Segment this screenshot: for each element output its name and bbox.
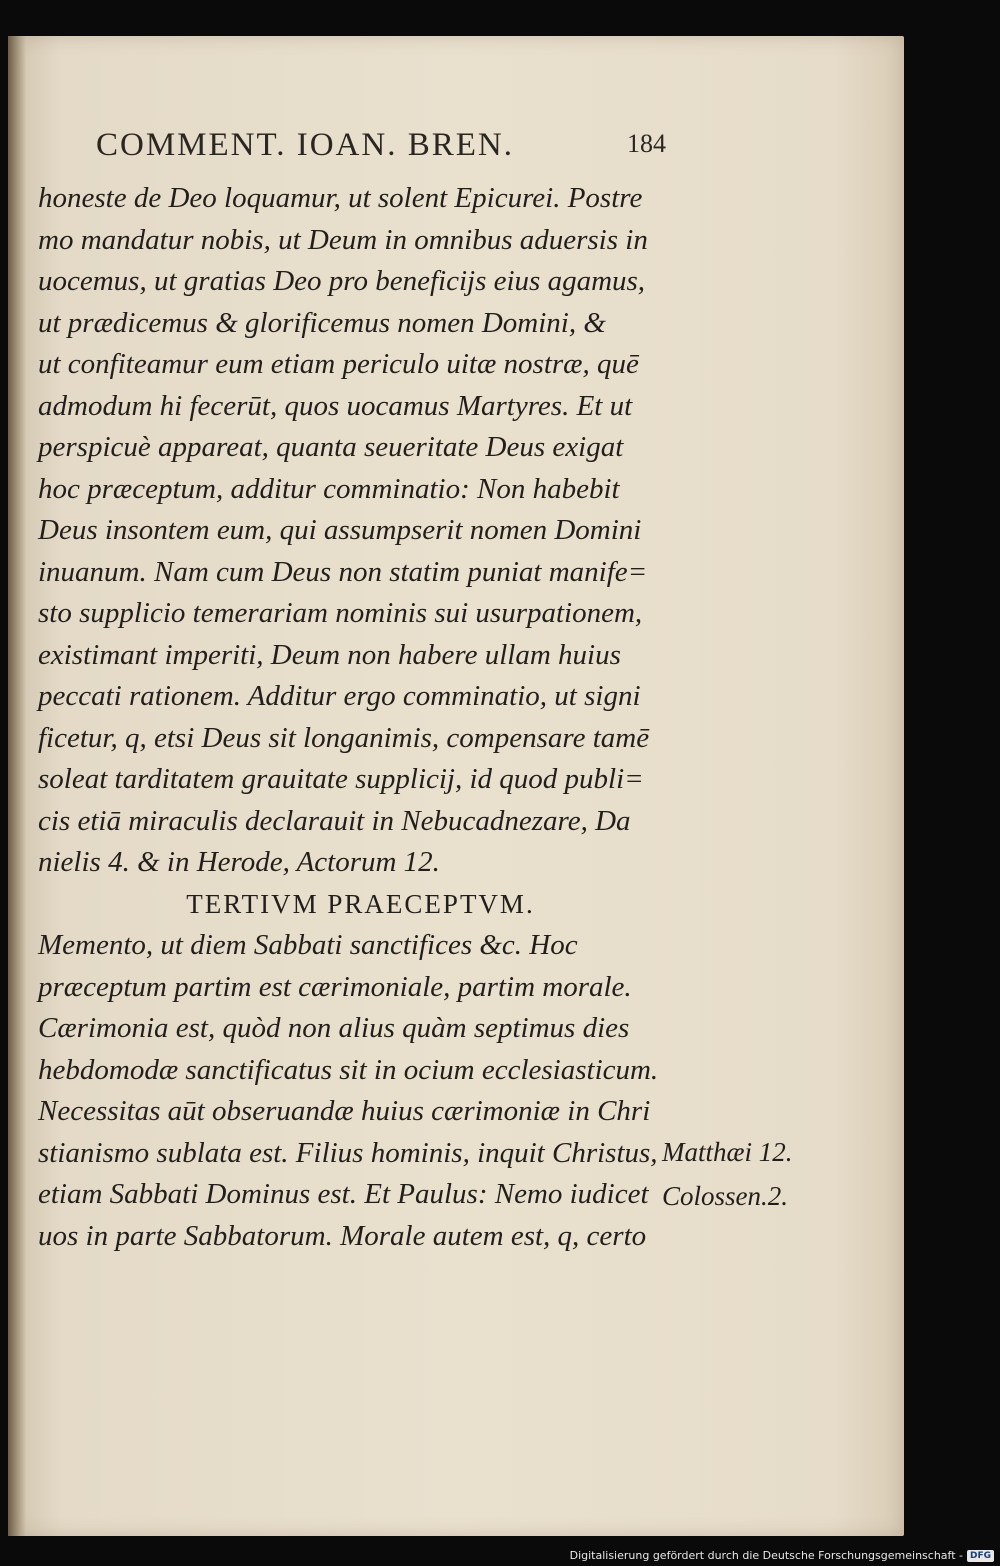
text-line: stianismo sublata est. Filius hominis, inquit Christus, xyxy=(38,1136,658,1169)
text-line: hebdomodæ sanctificatus sit in ocium ecclesiasticum. xyxy=(38,1053,659,1086)
text-line: inuanum. Nam cum Deus non statim puniat manife= xyxy=(38,555,648,588)
footer-credit: Digitalisierung gefördert durch die Deutsche Forschungsgemeinschaft - xyxy=(569,1549,963,1562)
text-line: præceptum partim est cærimoniale, partim morale. xyxy=(38,970,632,1003)
margin-note-colossen: Colossen.2. xyxy=(662,1181,789,1211)
text-line: Cærimonia est, quòd non alius quàm septimus dies xyxy=(38,1012,630,1044)
running-header xyxy=(96,127,666,167)
text-line: hoc præceptum, additur comminatio: Non habebit xyxy=(38,472,620,505)
main-text-block xyxy=(38,178,663,1257)
text-line: peccati rationem. Additur ergo comminatio, ut signi xyxy=(38,680,641,712)
page-number: 184 xyxy=(627,129,666,158)
running-title: COMMENT. IOAN. BREN. xyxy=(96,127,514,163)
digitization-footer xyxy=(570,1549,994,1562)
text-line: soleat tarditatem grauitate supplicij, id quod publi= xyxy=(38,763,644,795)
text-line: admodum hi fecerūt, quos uocamus Martyres. Et ut xyxy=(38,389,633,422)
text-line: uos in parte Sabbatorum. Morale autem est, q, certo xyxy=(38,1219,647,1252)
margin-notes xyxy=(662,1130,822,1218)
text-line: cis etiā miraculis declarauit in Nebucadnezare, Da xyxy=(38,804,631,837)
text-line: ut prædicemus & glorificemus nomen Domini, & xyxy=(38,306,606,339)
section-heading: TERTIVM PRAECEPTVM. xyxy=(186,888,535,919)
margin-note-matthaei: Matthæi 12. xyxy=(662,1137,793,1167)
text-line: Necessitas aūt obseruandæ huius cærimoniæ in Chri xyxy=(38,1095,651,1127)
page-gutter xyxy=(8,36,26,1536)
text-line: nielis 4. & in Herode, Actorum 12. xyxy=(38,846,440,878)
text-line: sto supplicio temerariam nominis sui usurpationem, xyxy=(38,597,643,629)
text-line: Deus insontem eum, qui assumpserit nomen Domini xyxy=(38,514,642,546)
text-line: etiam Sabbati Dominus est. Et Paulus: Nemo iudicet xyxy=(38,1178,649,1210)
text-line: uocemus, ut gratias Deo pro beneficijs eius agamus, xyxy=(38,265,646,297)
text-line: existimant imperiti, Deum non habere ullam huius xyxy=(38,638,621,671)
text-line: ficetur, q, etsi Deus sit longanimis, compensare tamē xyxy=(38,721,650,754)
text-line: mo mandatur nobis, ut Deum in omnibus aduersis in xyxy=(38,223,648,256)
text-line: ut confiteamur eum etiam periculo uitæ nostræ, quē xyxy=(38,348,639,380)
text-line: perspicuè appareat, quanta seueritate Deus exigat xyxy=(38,431,624,463)
text-line: Memento, ut diem Sabbati sanctifices &c. Hoc xyxy=(38,929,578,961)
dfg-logo: DFG xyxy=(967,1550,994,1562)
text-line: honeste de Deo loquamur, ut solent Epicurei. Postre xyxy=(38,182,643,214)
